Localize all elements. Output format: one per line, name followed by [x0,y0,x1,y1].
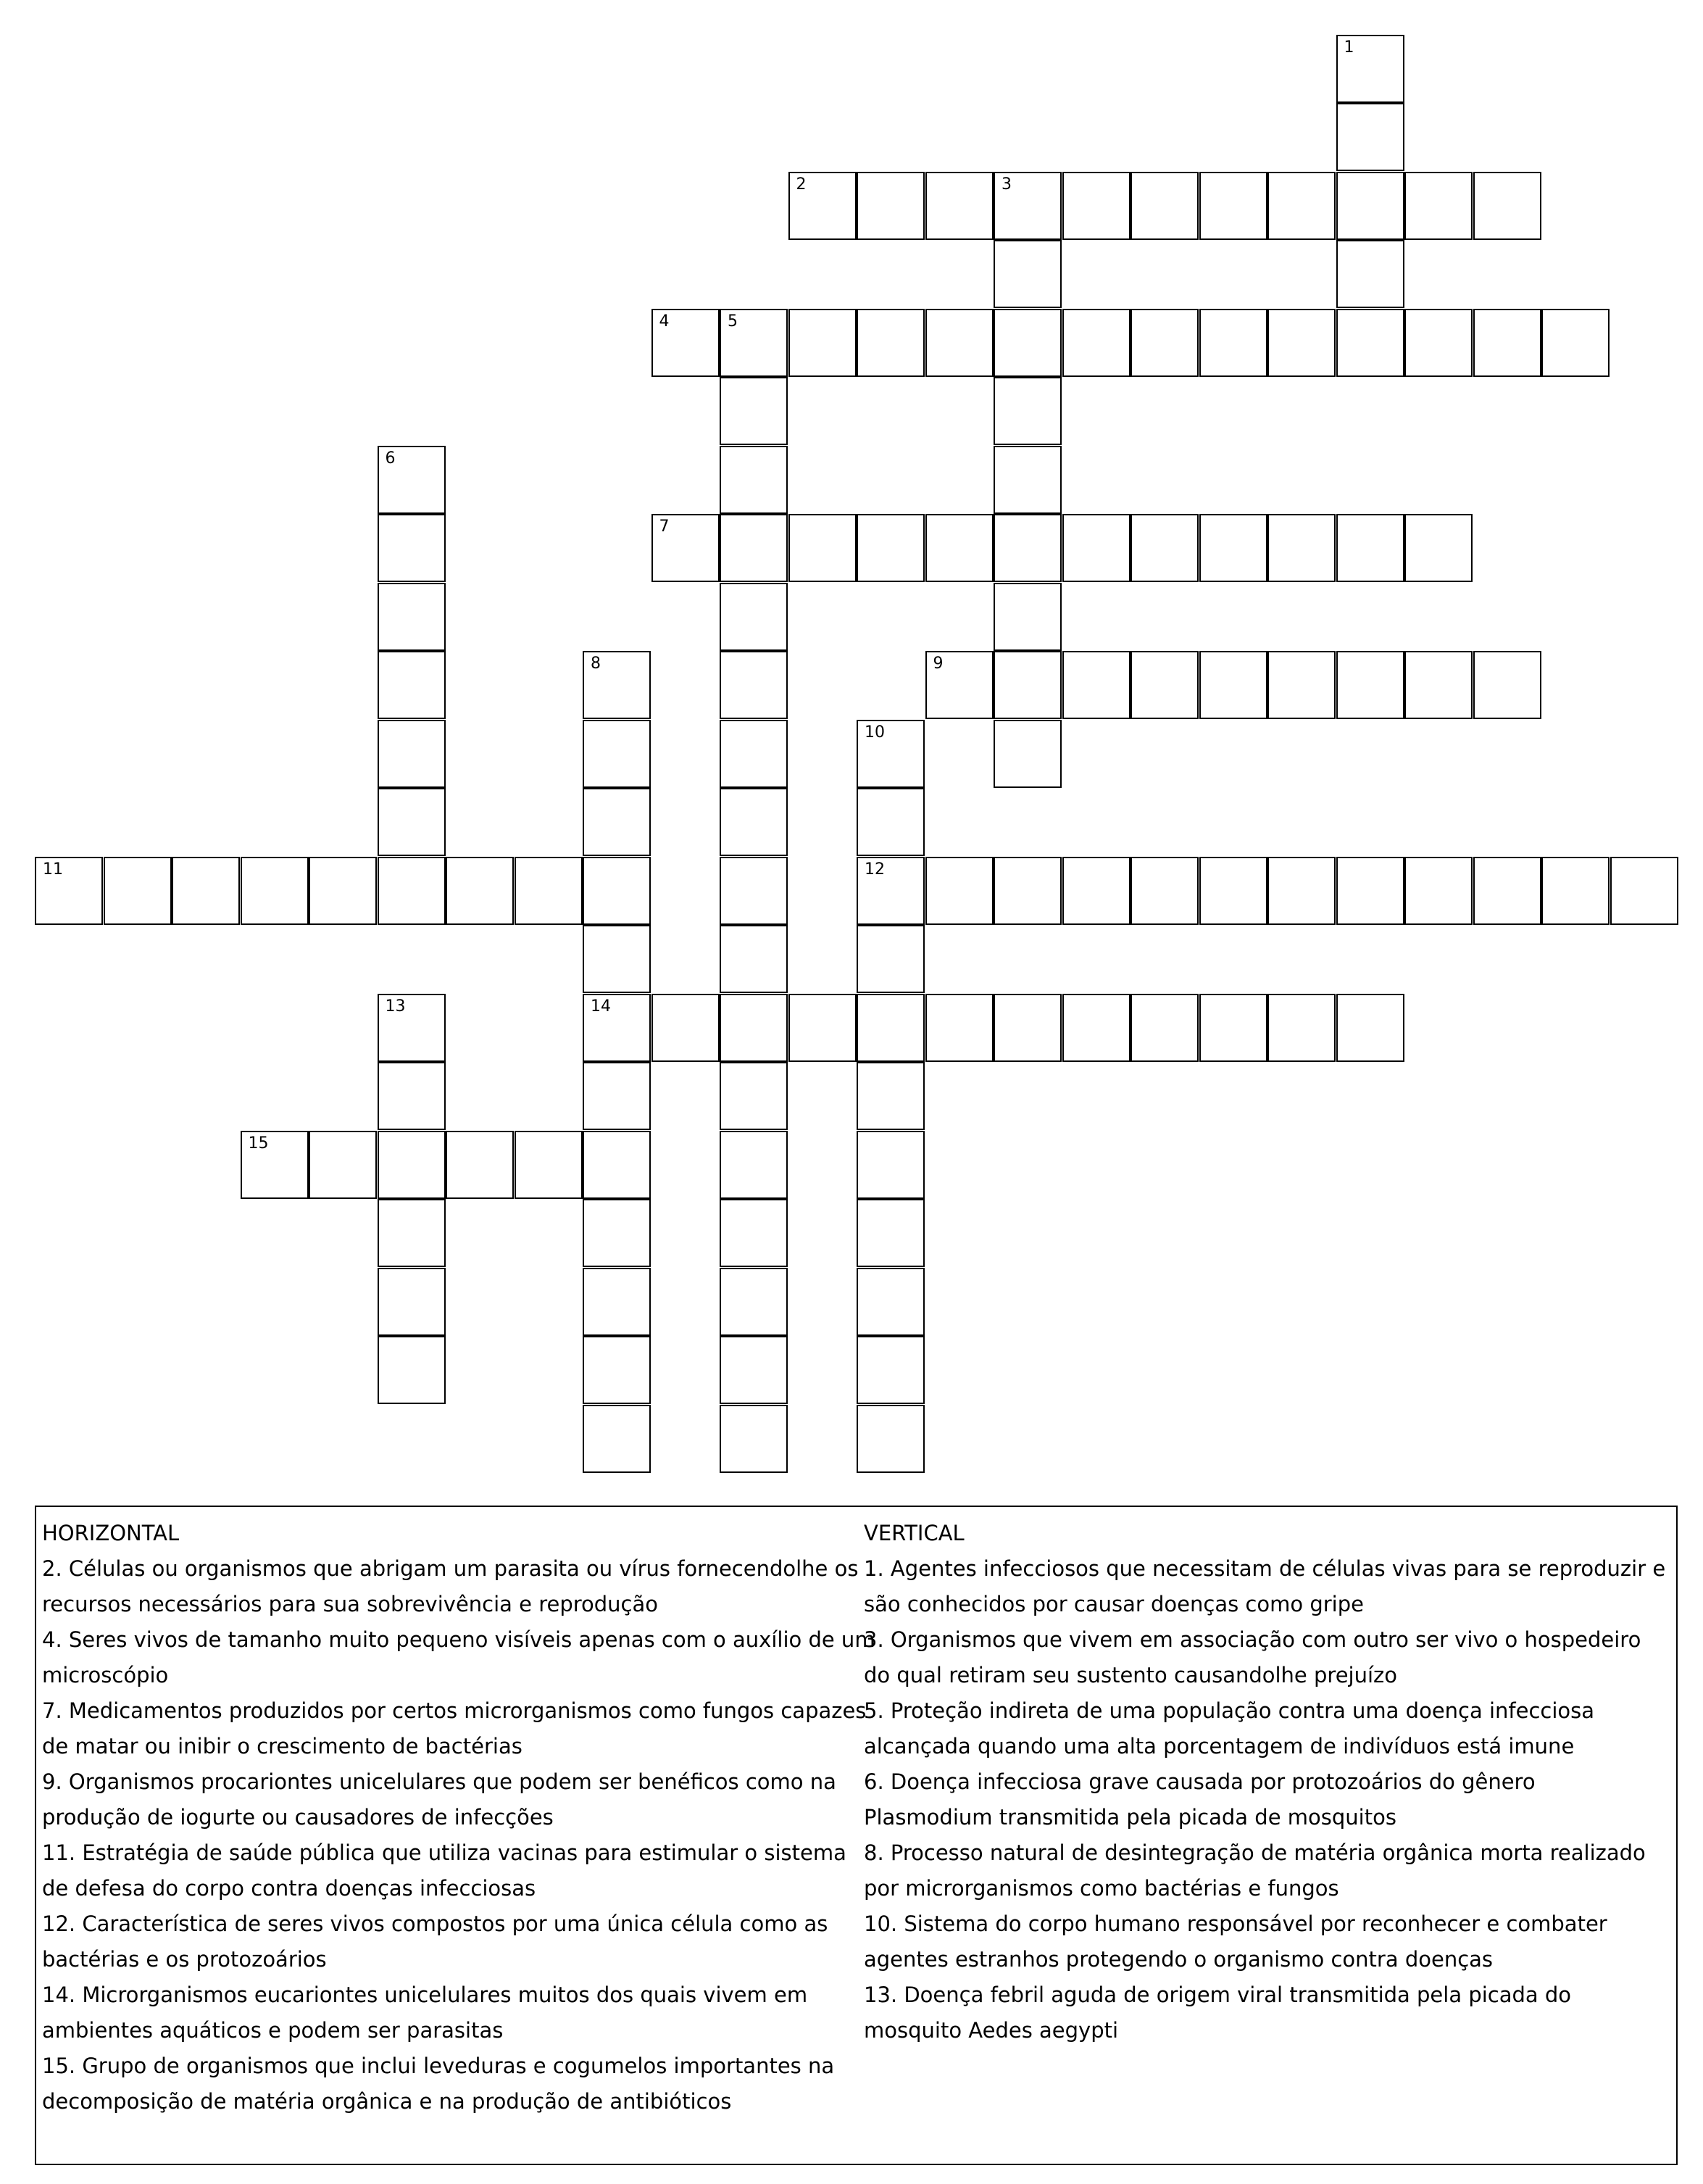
across-clues [42,1516,875,2119]
grid-cell[interactable] [378,1199,446,1267]
down-clues [864,1516,1668,2048]
grid-cell[interactable] [1336,994,1404,1062]
across-clue: 12. Característica de seres vivos compostos por uma única célula como as bactérias e os protozoários [42,1911,828,1972]
grid-cell[interactable] [1131,172,1199,240]
grid-cell[interactable] [994,720,1062,788]
grid-cell[interactable] [994,583,1062,651]
grid-cell[interactable] [994,172,1062,240]
down-clue: 10. Sistema do corpo humano responsável por reconhecer e combater agentes estranhos protegendo o organismo contra doenças [864,1911,1607,1972]
grid-cell[interactable] [1473,857,1541,925]
grid-cell[interactable] [1336,240,1404,308]
clues-box [35,1506,1678,2165]
grid-cell[interactable] [378,994,446,1062]
grid-cell[interactable] [857,925,925,993]
grid-cell[interactable] [925,309,994,377]
grid-cell[interactable] [1062,514,1131,582]
grid-cell[interactable] [720,1336,788,1404]
grid-cell[interactable] [994,240,1062,308]
grid-cell[interactable] [651,514,720,582]
grid-cell[interactable] [857,788,925,856]
grid-cell[interactable] [788,309,857,377]
down-clue: 13. Doença febril aguda de origem viral transmitida pela picada do mosquito Aedes aegypti [864,1982,1572,2043]
grid-cell[interactable] [378,651,446,719]
grid-cell[interactable] [583,1199,651,1267]
grid-cell[interactable] [994,994,1062,1062]
grid-cell[interactable] [857,994,925,1062]
grid-cell[interactable] [583,1336,651,1404]
grid-cell[interactable] [309,857,377,925]
grid-cell[interactable] [583,651,651,719]
grid-cell[interactable] [994,446,1062,514]
clue-number: 4 [659,312,670,331]
grid-cell[interactable] [788,994,857,1062]
grid-cell[interactable] [378,1268,446,1336]
grid-cell[interactable] [651,994,720,1062]
across-clue: 11. Estratégia de saúde pública que utiliza vacinas para estimular o sistema de defesa do corpo contra doenças infecciosas [42,1840,846,1901]
grid-cell[interactable] [583,1131,651,1199]
grid-cell[interactable] [720,651,788,719]
grid-cell[interactable] [1199,857,1267,925]
grid-cell[interactable] [720,514,788,582]
grid-cell[interactable] [720,1131,788,1199]
grid-cell[interactable] [1404,651,1473,719]
grid-cell[interactable] [651,309,720,377]
clue-number: 3 [1002,175,1012,194]
down-clue: 8. Processo natural de desintegração de matéria orgânica morta realizado por microrganismos como bactérias e fungos [864,1840,1646,1901]
clue-number: 7 [659,518,670,536]
down-clue: 3. Organismos que vivem em associação com outro ser vivo o hospedeiro do qual retiram seu sustento causandolhe prejuízo [864,1627,1641,1687]
grid-cell[interactable] [1131,994,1199,1062]
grid-cell[interactable] [1473,651,1541,719]
grid-cell[interactable] [378,1062,446,1130]
grid-cell[interactable] [994,857,1062,925]
grid-cell[interactable] [994,514,1062,582]
grid-cell[interactable] [857,172,925,240]
across-heading: HORIZONTAL [42,1521,180,1545]
grid-cell[interactable] [720,720,788,788]
grid-cell[interactable] [1336,35,1404,103]
grid-cell[interactable] [1267,651,1336,719]
grid-cell[interactable] [1199,994,1267,1062]
down-clue: 1. Agentes infecciosos que necessitam de células vivas para se reproduzir e são conhecidos por causar doenças como gripe [864,1556,1666,1616]
grid-cell[interactable] [583,857,651,925]
grid-cell[interactable] [1267,172,1336,240]
grid-cell[interactable] [1062,172,1131,240]
grid-cell[interactable] [1062,857,1131,925]
grid-cell[interactable] [720,1268,788,1336]
grid-cell[interactable] [1541,857,1610,925]
grid-cell[interactable] [378,788,446,856]
grid-cell[interactable] [720,857,788,925]
grid-cell[interactable] [1473,172,1541,240]
grid-cell[interactable] [1404,309,1473,377]
grid-cell[interactable] [583,1062,651,1130]
grid-cell[interactable] [788,172,857,240]
clue-number: 13 [385,997,406,1016]
grid-cell[interactable] [925,514,994,582]
grid-cell[interactable] [857,514,925,582]
grid-cell[interactable] [857,1199,925,1267]
grid-cell[interactable] [720,377,788,445]
grid-cell[interactable] [1131,514,1199,582]
grid-cell[interactable] [1199,309,1267,377]
down-heading: VERTICAL [864,1521,965,1545]
grid-cell[interactable] [720,925,788,993]
grid-cell[interactable] [583,925,651,993]
grid-cell[interactable] [994,309,1062,377]
grid-cell[interactable] [925,172,994,240]
grid-cell[interactable] [583,720,651,788]
grid-cell[interactable] [446,857,514,925]
grid-cell[interactable] [446,1131,514,1199]
grid-cell[interactable] [1199,514,1267,582]
grid-cell[interactable] [309,1131,377,1199]
grid-cell[interactable] [104,857,172,925]
across-clue: 14. Microrganismos eucariontes unicelulares muitos dos quais vivem em ambientes aquáticos e podem ser parasitas [42,1982,808,2043]
clue-number: 12 [865,860,885,879]
across-clue: 2. Células ou organismos que abrigam um parasita ou vírus fornecendolhe os recursos necessários para sua sobrevivência e reprodução [42,1556,859,1616]
down-clue: 6. Doença infecciosa grave causada por protozoários do gênero Plasmodium transmitida pela picada de mosquitos [864,1769,1536,1830]
grid-cell[interactable] [515,857,583,925]
across-clue: 7. Medicamentos produzidos por certos microrganismos como fungos capazes de matar ou inibir o crescimento de bactérias [42,1698,867,1759]
grid-cell[interactable] [515,1131,583,1199]
grid-cell[interactable] [857,1336,925,1404]
grid-cell[interactable] [720,583,788,651]
grid-cell[interactable] [1404,857,1473,925]
grid-cell[interactable] [1199,172,1267,240]
grid-cell[interactable] [583,1405,651,1473]
grid-cell[interactable] [857,720,925,788]
across-clue: 15. Grupo de organismos que inclui leveduras e cogumelos importantes na decomposição de matéria orgânica e na produção de antibióticos [42,2054,835,2114]
grid-cell[interactable] [1541,309,1610,377]
grid-cell[interactable] [788,514,857,582]
grid-cell[interactable] [241,1131,309,1199]
clue-number: 8 [591,655,601,673]
across-clue: 9. Organismos procariontes unicelulares que podem ser benéficos como na produção de iogurte ou causadores de infecções [42,1769,836,1830]
grid-cell[interactable] [378,1336,446,1404]
grid-cell[interactable] [925,994,994,1062]
grid-cell[interactable] [720,1062,788,1130]
grid-cell[interactable] [583,1268,651,1336]
grid-cell[interactable] [378,446,446,514]
grid-cell[interactable] [378,857,446,925]
grid-cell[interactable] [857,1062,925,1130]
grid-cell[interactable] [35,857,103,925]
clue-number: 14 [591,997,611,1016]
grid-cell[interactable] [720,446,788,514]
clue-number: 15 [248,1134,269,1153]
down-clue: 5. Proteção indireta de uma população contra uma doença infecciosa alcançada quando uma alta porcentagem de indivíduos está imune [864,1698,1595,1759]
grid-cell[interactable] [1473,309,1541,377]
grid-cell[interactable] [1610,857,1678,925]
grid-cell[interactable] [1336,514,1404,582]
grid-cell[interactable] [1267,309,1336,377]
grid-cell[interactable] [1404,172,1473,240]
across-clue: 4. Seres vivos de tamanho muito pequeno visíveis apenas com o auxílio de um microscópio [42,1627,875,1687]
grid-cell[interactable] [925,651,994,719]
clue-number: 1 [1344,38,1354,57]
grid-cell[interactable] [1267,857,1336,925]
grid-cell[interactable] [172,857,240,925]
clue-number: 11 [43,860,63,879]
grid-cell[interactable] [1062,651,1131,719]
grid-cell[interactable] [720,788,788,856]
grid-cell[interactable] [1267,514,1336,582]
clue-number: 5 [728,312,738,331]
grid-cell[interactable] [1131,309,1199,377]
grid-cell[interactable] [1131,857,1199,925]
grid-cell[interactable] [583,788,651,856]
grid-cell[interactable] [720,309,788,377]
grid-cell[interactable] [1199,651,1267,719]
grid-cell[interactable] [378,720,446,788]
grid-cell[interactable] [1062,994,1131,1062]
grid-cell[interactable] [720,994,788,1062]
grid-cell[interactable] [1336,172,1404,240]
clue-number: 10 [865,723,885,742]
grid-cell[interactable] [1336,103,1404,171]
grid-cell[interactable] [1404,514,1473,582]
grid-cell[interactable] [925,857,994,925]
grid-cell[interactable] [1336,651,1404,719]
grid-cell[interactable] [857,857,925,925]
grid-cell[interactable] [857,1268,925,1336]
clue-number: 9 [933,655,944,673]
grid-cell[interactable] [1336,857,1404,925]
grid-cell[interactable] [1131,651,1199,719]
grid-cell[interactable] [1267,994,1336,1062]
grid-cell[interactable] [994,651,1062,719]
grid-cell[interactable] [720,1199,788,1267]
grid-cell[interactable] [583,994,651,1062]
clue-number: 2 [796,175,807,194]
grid-cell[interactable] [378,583,446,651]
grid-cell[interactable] [720,1405,788,1473]
grid-cell[interactable] [857,309,925,377]
clue-number: 6 [385,449,396,468]
grid-cell[interactable] [857,1405,925,1473]
grid-cell[interactable] [857,1131,925,1199]
grid-cell[interactable] [378,1131,446,1199]
grid-cell[interactable] [1336,309,1404,377]
grid-cell[interactable] [1062,309,1131,377]
grid-cell[interactable] [994,377,1062,445]
grid-cell[interactable] [378,514,446,582]
grid-cell[interactable] [241,857,309,925]
